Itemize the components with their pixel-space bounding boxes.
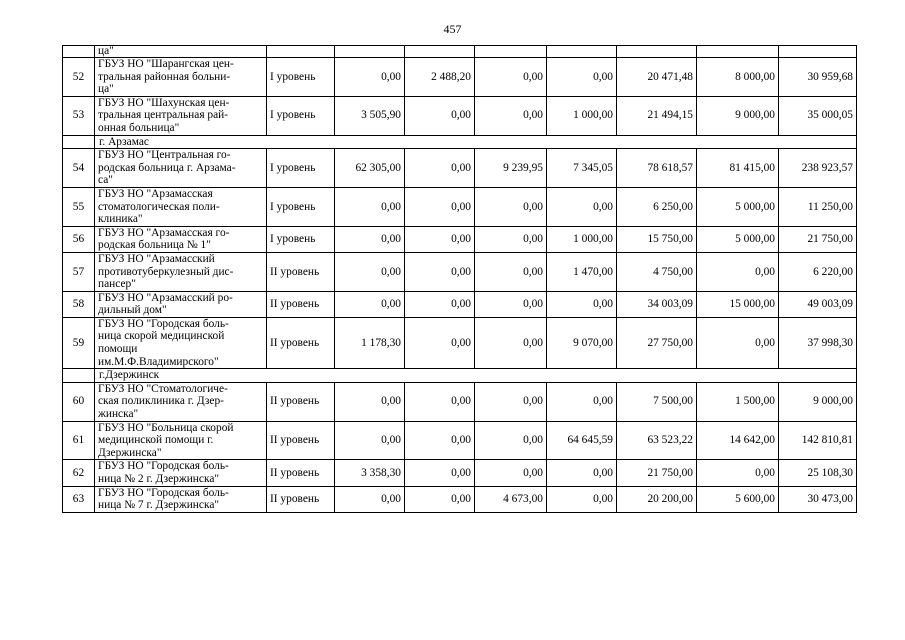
row-number-cell: 56 bbox=[63, 226, 95, 252]
total-value-cell: 21 750,00 bbox=[779, 226, 857, 252]
value-cell: 0,00 bbox=[335, 187, 405, 226]
value-cell: 2 488,20 bbox=[405, 58, 475, 97]
institution-name-cell: ГБУЗ НО "Стоматологиче- ская поликлиника г. Дзер- жинска" bbox=[95, 382, 267, 421]
level-cell: II уровень bbox=[267, 421, 335, 460]
value-cell: 5 000,00 bbox=[697, 187, 779, 226]
value-cell: 21 494,15 bbox=[617, 96, 697, 135]
value-cell bbox=[617, 46, 697, 58]
row-number-cell: 58 bbox=[63, 291, 95, 317]
table-row bbox=[63, 460, 857, 486]
value-cell: 81 415,00 bbox=[697, 149, 779, 188]
value-cell: 1 000,00 bbox=[547, 226, 617, 252]
value-cell: 0,00 bbox=[335, 252, 405, 291]
table-row bbox=[63, 96, 857, 135]
value-cell: 0,00 bbox=[405, 187, 475, 226]
value-cell: 1 500,00 bbox=[697, 382, 779, 421]
value-cell: 0,00 bbox=[475, 382, 547, 421]
section-header-row bbox=[63, 369, 857, 383]
value-cell: 0,00 bbox=[405, 460, 475, 486]
table-row bbox=[63, 58, 857, 97]
value-cell: 0,00 bbox=[405, 226, 475, 252]
row-number-cell: 62 bbox=[63, 460, 95, 486]
value-cell: 0,00 bbox=[335, 382, 405, 421]
value-cell bbox=[697, 46, 779, 58]
value-cell: 3 505,90 bbox=[335, 96, 405, 135]
table-row bbox=[63, 149, 857, 188]
value-cell bbox=[405, 46, 475, 58]
value-cell: 0,00 bbox=[475, 317, 547, 368]
institution-name-cell: ГБУЗ НО "Городская боль- ница № 7 г. Дзержинска" bbox=[95, 486, 267, 512]
value-cell: 34 003,09 bbox=[617, 291, 697, 317]
funding-table bbox=[62, 45, 857, 513]
institution-name-cell: ГБУЗ НО "Арзамасская стоматологическая поли- клиника" bbox=[95, 187, 267, 226]
table-row bbox=[63, 226, 857, 252]
row-number-cell bbox=[63, 135, 95, 149]
level-cell: I уровень bbox=[267, 187, 335, 226]
value-cell: 0,00 bbox=[475, 58, 547, 97]
value-cell: 3 358,30 bbox=[335, 460, 405, 486]
value-cell: 0,00 bbox=[335, 226, 405, 252]
total-value-cell: 6 220,00 bbox=[779, 252, 857, 291]
value-cell: 5 000,00 bbox=[697, 226, 779, 252]
value-cell: 0,00 bbox=[475, 421, 547, 460]
value-cell: 0,00 bbox=[475, 226, 547, 252]
value-cell: 4 750,00 bbox=[617, 252, 697, 291]
value-cell: 0,00 bbox=[475, 96, 547, 135]
value-cell: 0,00 bbox=[335, 486, 405, 512]
value-cell: 0,00 bbox=[405, 96, 475, 135]
institution-name-cell: ГБУЗ НО "Шарангская цен- тральная районная больни- ца" bbox=[95, 58, 267, 97]
table-row bbox=[63, 486, 857, 512]
total-value-cell: 25 108,30 bbox=[779, 460, 857, 486]
city-section-title: г. Арзамас bbox=[95, 135, 857, 149]
institution-name-cell: ГБУЗ НО "Арзамасский ро- дильный дом" bbox=[95, 291, 267, 317]
total-value-cell: 35 000,05 bbox=[779, 96, 857, 135]
value-cell: 7 500,00 bbox=[617, 382, 697, 421]
level-cell bbox=[267, 46, 335, 58]
level-cell: I уровень bbox=[267, 149, 335, 188]
institution-name-cell: ГБУЗ НО "Городская боль- ница скорой медицинской помощи им.М.Ф.Владимирского" bbox=[95, 317, 267, 368]
institution-name-cell: ца" bbox=[95, 46, 267, 58]
level-cell: II уровень bbox=[267, 252, 335, 291]
row-number-cell: 53 bbox=[63, 96, 95, 135]
row-number-cell bbox=[63, 369, 95, 383]
value-cell: 0,00 bbox=[547, 187, 617, 226]
value-cell bbox=[335, 46, 405, 58]
total-value-cell: 9 000,00 bbox=[779, 382, 857, 421]
total-value-cell: 49 003,09 bbox=[779, 291, 857, 317]
table-row bbox=[63, 291, 857, 317]
value-cell: 20 200,00 bbox=[617, 486, 697, 512]
value-cell: 0,00 bbox=[405, 149, 475, 188]
value-cell: 0,00 bbox=[335, 421, 405, 460]
value-cell: 0,00 bbox=[335, 291, 405, 317]
value-cell: 15 000,00 bbox=[697, 291, 779, 317]
value-cell: 20 471,48 bbox=[617, 58, 697, 97]
value-cell: 9 239,95 bbox=[475, 149, 547, 188]
continuation-row bbox=[63, 46, 857, 58]
table-row bbox=[63, 252, 857, 291]
value-cell: 21 750,00 bbox=[617, 460, 697, 486]
row-number-cell: 61 bbox=[63, 421, 95, 460]
value-cell: 9 000,00 bbox=[697, 96, 779, 135]
value-cell: 0,00 bbox=[697, 252, 779, 291]
value-cell: 14 642,00 bbox=[697, 421, 779, 460]
value-cell: 6 250,00 bbox=[617, 187, 697, 226]
value-cell: 0,00 bbox=[475, 187, 547, 226]
value-cell: 0,00 bbox=[405, 421, 475, 460]
level-cell: I уровень bbox=[267, 58, 335, 97]
level-cell: I уровень bbox=[267, 96, 335, 135]
section-header-row bbox=[63, 135, 857, 149]
value-cell: 0,00 bbox=[405, 382, 475, 421]
total-value-cell: 142 810,81 bbox=[779, 421, 857, 460]
value-cell: 7 345,05 bbox=[547, 149, 617, 188]
table-row bbox=[63, 421, 857, 460]
institution-name-cell: ГБУЗ НО "Арзамасский противотуберкулезный дис- пансер" bbox=[95, 252, 267, 291]
value-cell: 63 523,22 bbox=[617, 421, 697, 460]
value-cell: 0,00 bbox=[475, 460, 547, 486]
table-body bbox=[63, 46, 857, 513]
row-number-cell: 57 bbox=[63, 252, 95, 291]
table-row bbox=[63, 317, 857, 368]
value-cell: 0,00 bbox=[475, 252, 547, 291]
value-cell: 1 000,00 bbox=[547, 96, 617, 135]
value-cell: 0,00 bbox=[547, 291, 617, 317]
value-cell: 8 000,00 bbox=[697, 58, 779, 97]
total-value-cell: 11 250,00 bbox=[779, 187, 857, 226]
value-cell bbox=[547, 46, 617, 58]
value-cell: 0,00 bbox=[547, 58, 617, 97]
value-cell: 0,00 bbox=[547, 382, 617, 421]
row-number-cell: 55 bbox=[63, 187, 95, 226]
city-section-title: г.Дзержинск bbox=[95, 369, 857, 383]
level-cell: II уровень bbox=[267, 317, 335, 368]
row-number-cell bbox=[63, 46, 95, 58]
level-cell: II уровень bbox=[267, 382, 335, 421]
value-cell: 4 673,00 bbox=[475, 486, 547, 512]
table-row bbox=[63, 382, 857, 421]
value-cell: 0,00 bbox=[405, 252, 475, 291]
table-row bbox=[63, 187, 857, 226]
value-cell: 0,00 bbox=[547, 460, 617, 486]
row-number-cell: 63 bbox=[63, 486, 95, 512]
value-cell: 5 600,00 bbox=[697, 486, 779, 512]
value-cell bbox=[779, 46, 857, 58]
value-cell: 27 750,00 bbox=[617, 317, 697, 368]
row-number-cell: 52 bbox=[63, 58, 95, 97]
level-cell: II уровень bbox=[267, 291, 335, 317]
value-cell: 1 178,30 bbox=[335, 317, 405, 368]
value-cell: 64 645,59 bbox=[547, 421, 617, 460]
row-number-cell: 54 bbox=[63, 149, 95, 188]
value-cell: 62 305,00 bbox=[335, 149, 405, 188]
level-cell: I уровень bbox=[267, 226, 335, 252]
value-cell: 0,00 bbox=[405, 486, 475, 512]
institution-name-cell: ГБУЗ НО "Шахунская цен- тральная центральная рай- онная больница" bbox=[95, 96, 267, 135]
total-value-cell: 37 998,30 bbox=[779, 317, 857, 368]
level-cell: II уровень bbox=[267, 460, 335, 486]
value-cell: 9 070,00 bbox=[547, 317, 617, 368]
institution-name-cell: ГБУЗ НО "Центральная го- родская больница г. Арзама- са" bbox=[95, 149, 267, 188]
page-number: 457 bbox=[443, 22, 462, 36]
value-cell bbox=[475, 46, 547, 58]
total-value-cell: 238 923,57 bbox=[779, 149, 857, 188]
institution-name-cell: ГБУЗ НО "Арзамасская го- родская больница № 1" bbox=[95, 226, 267, 252]
total-value-cell: 30 959,68 bbox=[779, 58, 857, 97]
value-cell: 78 618,57 bbox=[617, 149, 697, 188]
row-number-cell: 60 bbox=[63, 382, 95, 421]
level-cell: II уровень bbox=[267, 486, 335, 512]
value-cell: 15 750,00 bbox=[617, 226, 697, 252]
institution-name-cell: ГБУЗ НО "Городская боль- ница № 2 г. Дзержинска" bbox=[95, 460, 267, 486]
value-cell: 0,00 bbox=[335, 58, 405, 97]
value-cell: 0,00 bbox=[405, 291, 475, 317]
value-cell: 0,00 bbox=[697, 460, 779, 486]
value-cell: 0,00 bbox=[547, 486, 617, 512]
institution-name-cell: ГБУЗ НО "Больница скорой медицинской помощи г. Дзержинска" bbox=[95, 421, 267, 460]
value-cell: 1 470,00 bbox=[547, 252, 617, 291]
value-cell: 0,00 bbox=[475, 291, 547, 317]
total-value-cell: 30 473,00 bbox=[779, 486, 857, 512]
value-cell: 0,00 bbox=[697, 317, 779, 368]
value-cell: 0,00 bbox=[405, 317, 475, 368]
row-number-cell: 59 bbox=[63, 317, 95, 368]
